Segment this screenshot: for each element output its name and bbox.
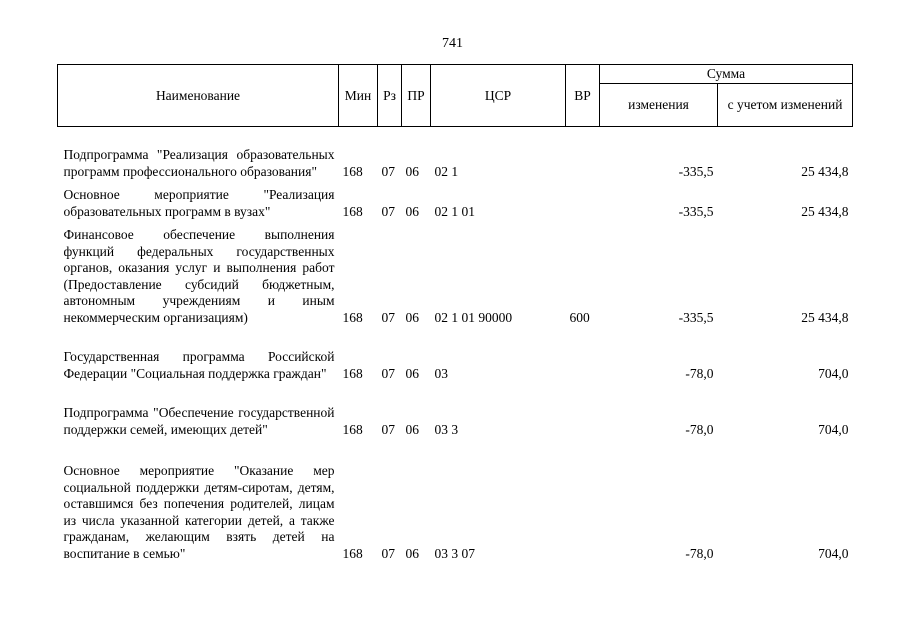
row-csr: 03	[434, 365, 448, 381]
row-name: Государственная программа Российской Федерации "Социальная поддержка граждан"	[63, 349, 335, 381]
header-change: изменения	[600, 84, 718, 127]
row-change: -335,5	[678, 203, 714, 219]
row-rz: 07	[381, 365, 395, 381]
row-rz: 07	[381, 163, 395, 179]
table-row	[58, 441, 853, 565]
header-min: Мин	[339, 65, 378, 127]
row-vr	[566, 441, 600, 565]
row-name: Финансовое обеспечение выполнения функций федеральных государственных органов, оказания услуг и выполнения работ (Предоставление субсидий бюджетным, автономным учреждениям и иным некоммерческим организациям)	[63, 227, 335, 325]
row-change: -78,0	[685, 545, 714, 561]
table-row	[58, 127, 853, 184]
row-pr: 06	[405, 203, 419, 219]
row-total: 704,0	[818, 365, 849, 381]
row-rz: 07	[381, 545, 395, 561]
row-rz: 07	[381, 421, 395, 437]
row-total: 25 434,8	[801, 163, 849, 179]
row-csr: 02 1 01	[434, 203, 475, 219]
row-rz: 07	[381, 309, 395, 325]
row-name: Подпрограмма "Обеспечение государственной поддержки семей, имеющих детей"	[63, 405, 335, 437]
row-change: -335,5	[678, 309, 714, 325]
table-row	[58, 183, 853, 223]
table-row	[58, 223, 853, 329]
header-pr: ПР	[402, 65, 431, 127]
header-sum: Сумма	[600, 65, 853, 84]
row-pr: 06	[405, 545, 419, 561]
row-vr: 600	[569, 309, 590, 325]
row-pr: 06	[405, 365, 419, 381]
row-name: Основное мероприятие "Реализация образовательных программ в вузах"	[63, 187, 335, 219]
row-pr: 06	[405, 421, 419, 437]
row-total: 25 434,8	[801, 203, 849, 219]
header-with-change: с учетом изменений	[718, 84, 853, 127]
row-pr: 06	[405, 309, 419, 325]
header-csr: ЦСР	[431, 65, 566, 127]
row-total: 25 434,8	[801, 309, 849, 325]
row-csr: 03 3 07	[434, 545, 475, 561]
table-row	[58, 385, 853, 441]
row-min: 168	[342, 163, 363, 179]
row-min: 168	[342, 365, 363, 381]
row-name: Подпрограмма "Реализация образовательных программ профессионального образования"	[63, 147, 335, 179]
row-change: -78,0	[685, 421, 714, 437]
header-vr: ВР	[566, 65, 600, 127]
row-min: 168	[342, 545, 363, 561]
row-total: 704,0	[818, 421, 849, 437]
row-csr: 02 1 01 90000	[434, 309, 513, 325]
row-vr	[566, 183, 600, 223]
row-min: 168	[342, 421, 363, 437]
row-change: -78,0	[685, 365, 714, 381]
row-vr	[566, 127, 600, 184]
row-csr: 02 1	[434, 163, 459, 179]
row-pr: 06	[405, 163, 419, 179]
row-min: 168	[342, 203, 363, 219]
row-min: 168	[342, 309, 363, 325]
row-name: Основное мероприятие "Оказание мер социальной поддержки детям-сиротам, детям, оставшимся без попечения родителей, лицам из числа указанной категории детей, а также гражданам, желающим взять детей на воспитание в семью"	[63, 463, 335, 561]
header-rz: Рз	[378, 65, 402, 127]
row-change: -335,5	[678, 163, 714, 179]
page-number: 741	[442, 36, 463, 51]
row-vr	[566, 329, 600, 385]
row-csr: 03 3	[434, 421, 459, 437]
row-rz: 07	[381, 203, 395, 219]
budget-table	[57, 64, 853, 565]
header-name: Наименование	[58, 65, 339, 127]
table-row	[58, 329, 853, 385]
row-vr	[566, 385, 600, 441]
row-total: 704,0	[818, 545, 849, 561]
